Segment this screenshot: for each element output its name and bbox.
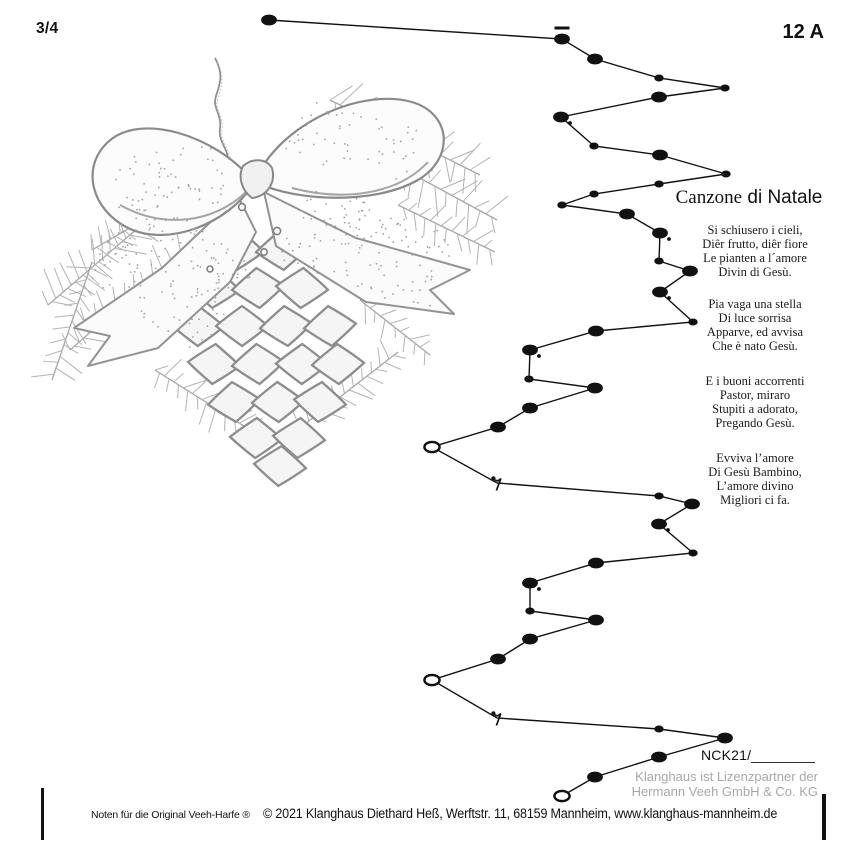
footer-copyright-text: © 2021 Klanghaus Diethard Heß, Werftstr. 11, 68159 Mannheim, www.klanghaus-mannheim.de — [262, 806, 778, 821]
lyric-line: Stupiti a adorato, — [712, 402, 798, 416]
note-dot-eighth — [589, 191, 598, 198]
lyric-line: Si schiusero i cieli, — [707, 223, 803, 237]
lyric-line: Pia vaga una stella — [708, 297, 802, 311]
note-dot-quarter — [522, 578, 538, 589]
license-line-2: Hermann Veeh GmbH & Co. KG — [631, 783, 818, 799]
note-dot-quarter — [490, 654, 506, 665]
augmentation-dot — [568, 121, 572, 125]
lyrics-stanza-2 — [655, 297, 855, 353]
note-dot-quarter — [652, 150, 668, 161]
lyric-line: Di Gesù Bambino, — [708, 465, 802, 479]
note-dot-quarter — [554, 34, 570, 45]
augmentation-dot — [666, 528, 670, 532]
lyric-line: Evviva l’amore — [716, 451, 794, 465]
lyric-line: Che è nato Gesù. — [712, 339, 798, 353]
lyrics-stanza-4 — [655, 451, 855, 507]
note-dot-eighth — [557, 202, 566, 209]
note-dot-eighth — [524, 376, 533, 383]
catalog-number: NCK21/________ — [701, 747, 816, 763]
note-dot-quarter — [588, 558, 604, 569]
note-dot-quarter — [522, 403, 538, 414]
note-circle-half — [554, 791, 569, 801]
eighth-rest-icon — [491, 476, 501, 490]
augmentation-dot — [537, 587, 541, 591]
note-dot-quarter — [587, 772, 603, 783]
note-dot-eighth — [688, 550, 697, 557]
lyric-line: Diêr frutto, diêr fiore — [702, 237, 808, 251]
note-dot-quarter — [651, 752, 667, 763]
note-dot-eighth — [720, 85, 729, 92]
note-dot-eighth — [721, 171, 730, 178]
lyric-line: Apparve, ed avvisa — [706, 325, 804, 339]
lyric-line: Pastor, miraro — [719, 388, 791, 402]
lyric-line: Migliori ci fa. — [720, 493, 790, 507]
page-edge-mark-right — [822, 794, 826, 840]
page-edge-mark-left — [41, 788, 44, 840]
lyric-line: Di luce sorrisa — [718, 311, 792, 325]
note-dot-quarter — [588, 326, 604, 337]
lyrics-stanza-3 — [655, 374, 855, 430]
lyric-line: Pregando Gesù. — [715, 416, 795, 430]
note-dot-eighth — [589, 143, 598, 150]
note-dot-quarter — [522, 345, 538, 356]
song-title-word-1: Canzone — [675, 187, 743, 208]
note-dot-eighth — [654, 75, 663, 82]
bow-knot — [241, 160, 273, 198]
note-dot-quarter — [619, 209, 635, 220]
note-dot-quarter — [553, 112, 569, 123]
lyric-line: E i buoni accorrenti — [705, 374, 805, 388]
lyric-line: Divin di Gesù. — [718, 265, 792, 279]
eighth-rest-icon — [491, 711, 501, 725]
lyric-line: L’amore divino — [716, 479, 794, 493]
note-dot-quarter — [522, 634, 538, 645]
lyric-line: Le pianten a l´amore — [703, 251, 807, 265]
note-dot-quarter — [651, 92, 667, 103]
note-dot-eighth — [525, 608, 534, 615]
note-dot-quarter — [490, 422, 506, 433]
note-circle-half — [424, 675, 439, 685]
license-note — [632, 770, 818, 800]
note-dot-quarter — [717, 733, 733, 744]
song-title — [649, 187, 849, 209]
license-line-1: Klanghaus ist Lizenzpartner der — [635, 769, 818, 784]
note-dot-quarter — [588, 615, 604, 626]
note-dot-quarter — [651, 519, 667, 530]
tenuto-dash — [555, 27, 570, 30]
lyrics-stanza-1 — [655, 223, 855, 279]
note-dot-eighth — [654, 726, 663, 733]
note-dot-quarter — [587, 54, 603, 65]
footer-trademark-text: Noten für die Original Veeh-Harfe ® — [91, 809, 250, 821]
note-circle-half — [424, 442, 439, 452]
song-title-word-2: di Natale — [747, 187, 823, 208]
time-signature: 3/4 — [36, 20, 59, 37]
footer — [91, 805, 816, 823]
page-number: 12 A — [782, 21, 824, 43]
note-dot-quarter — [587, 383, 603, 394]
note-dot-quarter — [652, 287, 668, 298]
note-dot-quarter — [261, 15, 277, 26]
augmentation-dot — [537, 354, 541, 358]
pinecone-bow-sketch — [31, 58, 508, 488]
